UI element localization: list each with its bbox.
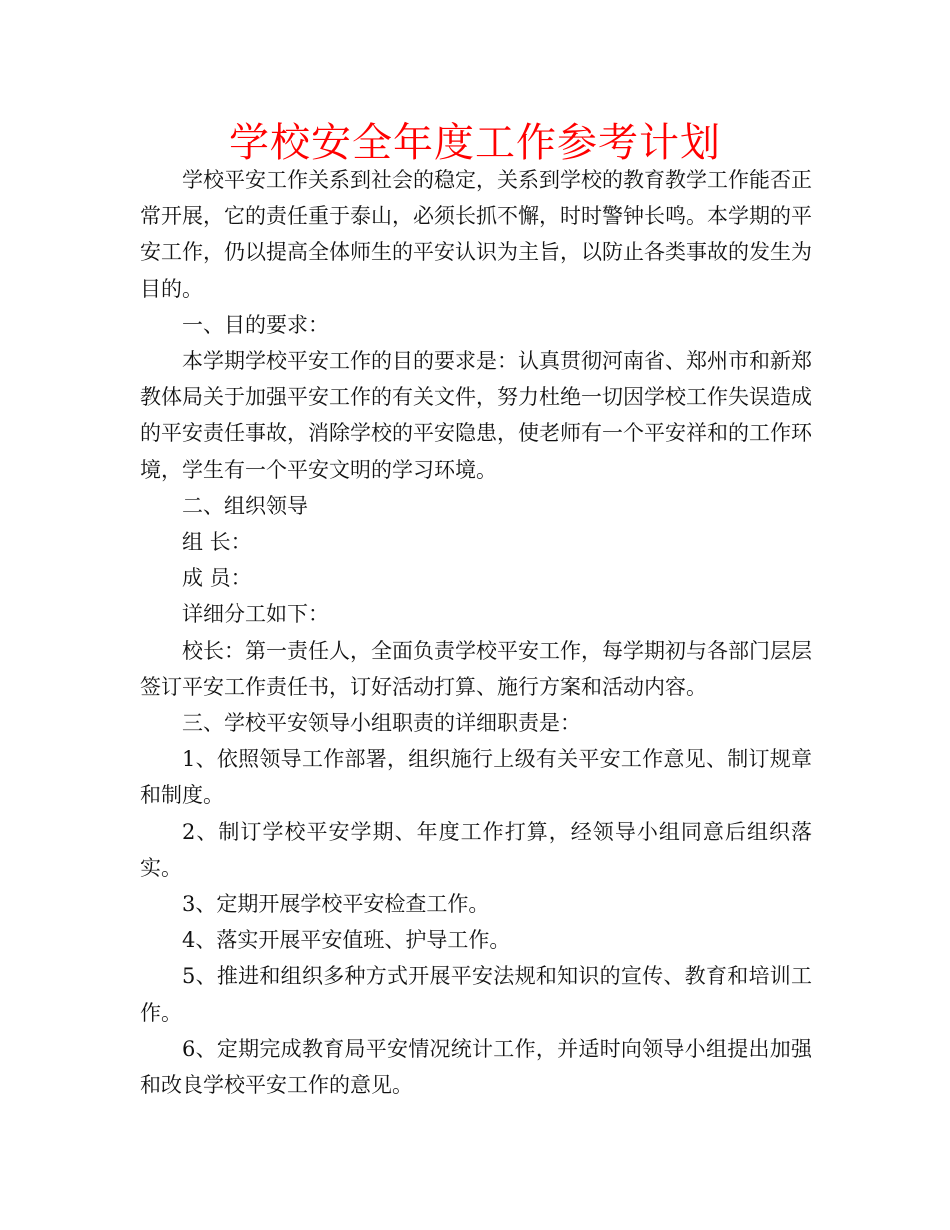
heading-section-2: 二、组织领导: [182, 493, 308, 518]
paragraph-goals: 本学期学校平安工作的目的要求是：认真贯彻河南省、郑州市和新郑教体局关于加强平安工作的有关文件，努力杜绝一切因学校工作失误造成的平安责任事故，消除学校的平安隐患，使老师有一个平安祥和的工作环境，学生有一个平安文明的学习环境。: [140, 349, 812, 482]
document-title: 学校安全年度工作参考计划: [229, 120, 721, 166]
document-body: [140, 162, 812, 1103]
list-item: 6、定期完成教育局平安情况统计工作，并适时向领导小组提出加强和改良学校平安工作的意见。: [140, 1036, 812, 1098]
line-team-members: 成 员：: [182, 566, 252, 591]
list-item: 1、依照领导工作部署，组织施行上级有关平安工作意见、制订规章和制度。: [140, 747, 812, 808]
heading-section-1: 一、目的要求：: [182, 312, 329, 337]
heading-section-3: 三、学校平安领导小组职责的详细职责是：: [182, 711, 581, 736]
paragraph-principal-duty: 校长：第一责任人，全面负责学校平安工作，每学期初与各部门层层签订平安工作责任书，订好活动打算、施行方案和活动内容。: [140, 638, 812, 699]
list-item: 3、定期开展学校平安检查工作。: [182, 892, 490, 917]
list-item: 5、推进和组织多种方式开展平安法规和知识的宣传、教育和培训工作。: [140, 964, 812, 1025]
line-team-leader: 组 长：: [182, 530, 252, 555]
line-division-of-labor: 详细分工如下：: [182, 602, 329, 627]
list-item: 2、制订学校平安学期、年度工作打算，经领导小组同意后组织落实。: [140, 819, 812, 880]
list-item: 4、落实开展平安值班、护导工作。: [182, 928, 511, 953]
paragraph-intro: 学校平安工作关系到社会的稳定，关系到学校的教育教学工作能否正常开展，它的责任重于泰山，必须长抓不懈，时时警钟长鸣。本学期的平安工作，仍以提高全体师生的平安认识为主旨，以防止各类事故的发生为目的。: [140, 168, 812, 301]
